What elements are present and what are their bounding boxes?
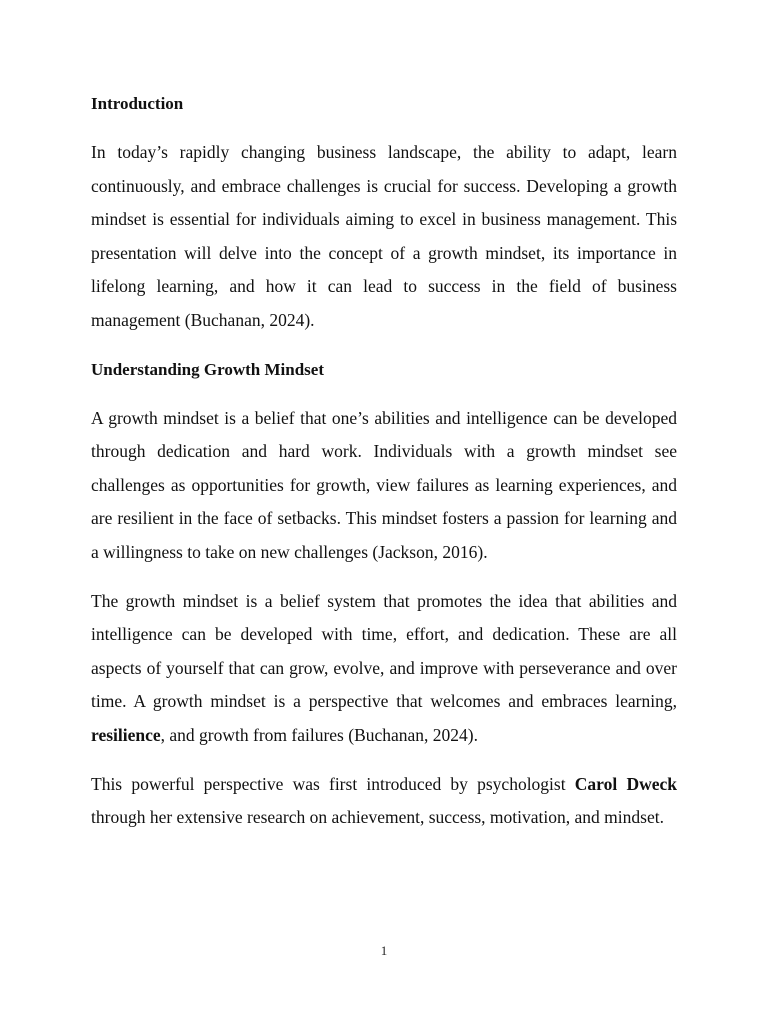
growth-mindset-definition-paragraph: A growth mindset is a belief that one’s abilities and intelligence can be developed through dedication and hard work. Individuals with a growth mindset see challenges as opportunities for growth, view failures as learning experiences, and are resilient in the face of setbacks. This mindset fosters a passion for learning and a willingness to take on new challenges (Jackson, 2016). <box>91 407 677 562</box>
bold-name-carol-dweck: Carol Dweck <box>574 773 677 794</box>
belief-system-paragraph <box>91 585 677 753</box>
bold-term-resilience: resilience <box>91 724 161 745</box>
page-number: 1 <box>380 943 388 958</box>
page-body <box>91 93 677 835</box>
section-heading-introduction: Introduction <box>91 94 184 113</box>
paragraph-text-after-bold: , and growth from failures (Buchanan, 2024). <box>160 724 478 745</box>
paragraph-text-after-bold: through her extensive research on achievement, success, motivation, and mindset. <box>91 807 664 828</box>
section-heading-understanding-growth-mindset: Understanding Growth Mindset <box>91 359 324 379</box>
carol-dweck-paragraph <box>91 768 677 835</box>
introduction-paragraph: In today’s rapidly changing business landscape, the ability to adapt, learn continuously, and embrace challenges is crucial for success. Developing a growth mindset is essential for individuals aiming to excel in business management. This presentation will delve into the concept of a growth mindset, its importance in lifelong learning, and how it can lead to success in the field of business management (Buchanan, 2024). <box>91 142 677 330</box>
paragraph-text-before-bold: This powerful perspective was first introduced by psychologist <box>91 773 575 794</box>
paragraph-text-before-bold: The growth mindset is a belief system that promotes the idea that abilities and intelligence can be developed with time, effort, and dedication. These are all aspects of yourself that can grow, evolve, and improve with perseverance and over time. A growth mindset is a perspective that welcomes and embraces learning, <box>91 590 677 712</box>
